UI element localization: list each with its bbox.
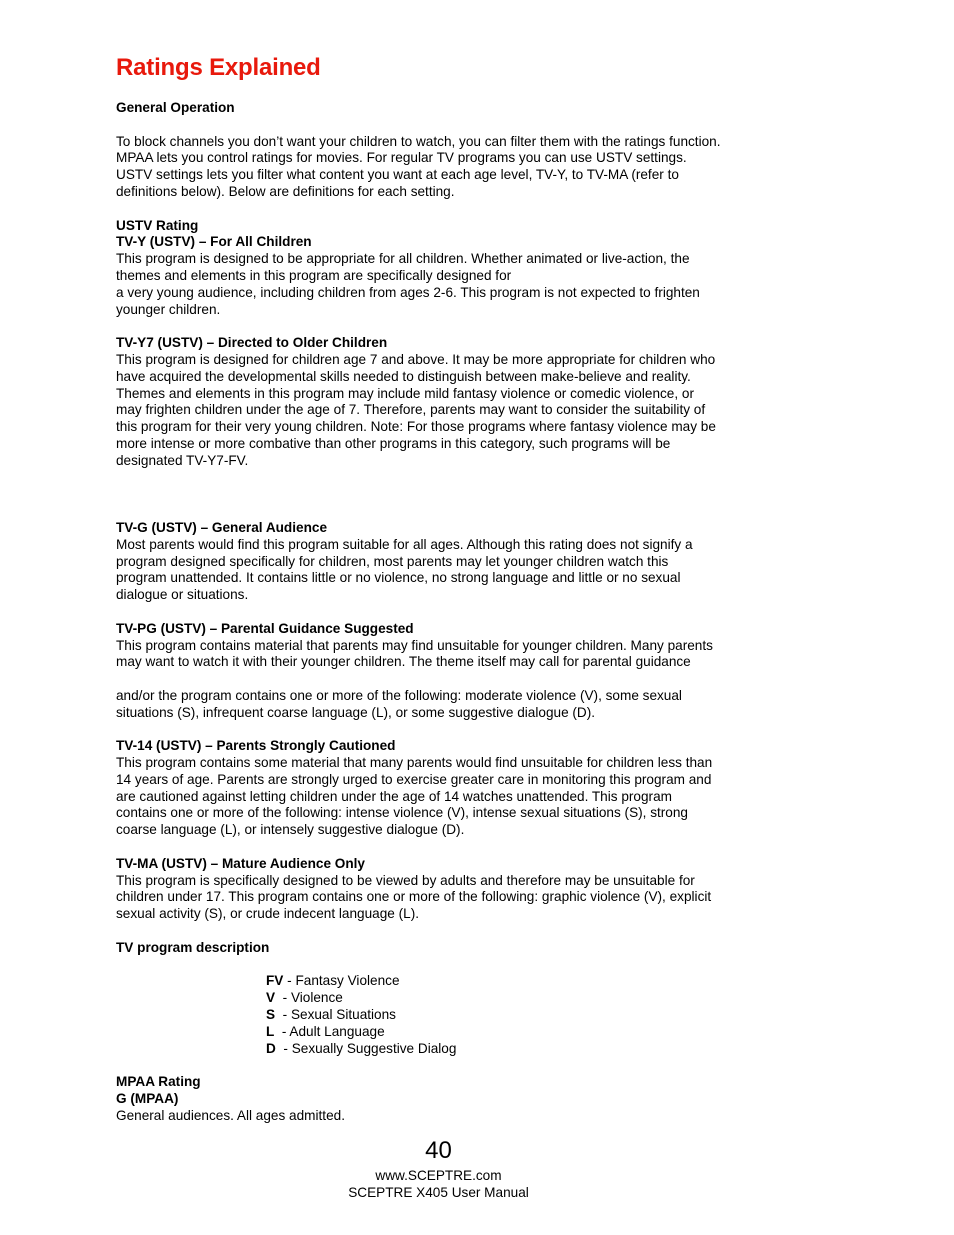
tvpg-heading: TV-PG (USTV) – Parental Guidance Suggested bbox=[116, 620, 414, 636]
tv14-heading: TV-14 (USTV) – Parents Strongly Cautioned bbox=[116, 738, 396, 754]
mpaa-rating-heading: MPAA Rating bbox=[116, 1074, 201, 1090]
ustv-rating-heading: USTV Rating bbox=[116, 217, 199, 233]
tvy7-line: this program for their very young children. Note: For those programs where fantasy violence may be bbox=[116, 419, 716, 435]
legend-code: V bbox=[266, 990, 276, 1006]
tvg-line: Most parents would find this program suitable for all ages. Although this rating does not signify a bbox=[116, 536, 693, 552]
general-line: definitions below). Below are definitions for each setting. bbox=[116, 183, 455, 199]
tv14-line: This program contains some material that many parents would find unsuitable for children less than bbox=[116, 755, 713, 771]
legend-item: FV - Fantasy Violence bbox=[266, 973, 400, 989]
general-line: MPAA lets you control ratings for movies. For regular TV programs you can use USTV settings. bbox=[116, 150, 687, 166]
tvpg-line: may want to watch it with their younger children. The theme itself may call for parental guidance bbox=[116, 654, 691, 670]
general-line: USTV settings lets you filter what content you want at each age level, TV-Y, to TV-MA (refer to bbox=[116, 167, 679, 183]
general-line: To block channels you don’t want your children to watch, you can filter them with the ratings function. bbox=[116, 133, 721, 149]
legend-text: Adult Language bbox=[289, 1023, 385, 1039]
tvg-line: dialogue or situations. bbox=[116, 587, 249, 603]
tvpg-line: This program contains material that parents may find unsuitable for younger children. Many parents bbox=[116, 637, 713, 653]
tvy7-line: designated TV-Y7-FV. bbox=[116, 452, 249, 468]
tvy-line: themes and elements in this program are specifically designed for bbox=[116, 267, 512, 283]
tvma-line: children under 17. This program contains one or more of the following: graphic violence (V), explicit bbox=[116, 889, 712, 905]
tv-program-description-heading: TV program description bbox=[116, 939, 270, 955]
tvy7-heading: TV-Y7 (USTV) – Directed to Older Children bbox=[116, 335, 388, 351]
page-title: Ratings Explained bbox=[116, 54, 321, 81]
tvy7-line: This program is designed for children age 7 and above. It may be more appropriate for children who bbox=[116, 351, 716, 367]
legend-text: Violence bbox=[290, 990, 343, 1006]
mpaa-g-heading: G (MPAA) bbox=[116, 1091, 179, 1107]
legend-code: S bbox=[266, 1007, 276, 1023]
page-number: 40 bbox=[425, 1137, 452, 1164]
description-legend bbox=[266, 973, 776, 1057]
tvy7-line: Themes and elements in this program may include mild fantasy violence or comedic violence, or bbox=[116, 385, 694, 401]
tvg-line: program unattended. It contains little or no violence, no strong language and little or no sexual bbox=[116, 570, 681, 586]
tv14-line: 14 years of age. Parents are strongly urged to exercise greater care in monitoring this program and bbox=[116, 771, 712, 787]
tvy-line: This program is designed to be appropriate for all children. Whether animated or live-action, the bbox=[116, 251, 690, 267]
tvy7-line: may frighten children under the age of 7. Therefore, parents may want to consider the suitability of bbox=[116, 402, 706, 418]
document-body bbox=[116, 100, 776, 1125]
tvy7-line: have acquired the developmental skills needed to distinguish between make-believe and reality. bbox=[116, 368, 691, 384]
tvma-heading: TV-MA (USTV) – Mature Audience Only bbox=[116, 855, 365, 871]
general-operation-heading: General Operation bbox=[116, 100, 235, 115]
tv14-line: are cautioned against letting children under the age of 14 watches unattended. This program bbox=[116, 788, 672, 804]
mpaa-g-text: General audiences. All ages admitted. bbox=[116, 1107, 345, 1123]
legend-code: L bbox=[266, 1023, 275, 1039]
tvma-line: sexual activity (S), or crude indecent language (L). bbox=[116, 906, 419, 922]
tvy-heading: TV-Y (USTV) – For All Children bbox=[116, 234, 312, 250]
legend-code: D bbox=[266, 1040, 276, 1056]
legend-item: D - Sexually Suggestive Dialog bbox=[266, 1040, 457, 1056]
footer-manual-title: SCEPTRE X405 User Manual bbox=[348, 1185, 529, 1200]
tvg-heading: TV-G (USTV) – General Audience bbox=[116, 519, 328, 535]
tvy7-line: more intense or more combative than other programs in this category, such programs will be bbox=[116, 435, 671, 451]
tvg-line: program designed specifically for children, most parents may let younger children watch this bbox=[116, 553, 669, 569]
footer-url: www.SCEPTRE.com bbox=[375, 1168, 502, 1183]
tv14-line: coarse language (L), or intensely suggestive dialogue (D). bbox=[116, 822, 465, 838]
legend-text: Sexually Suggestive Dialog bbox=[291, 1040, 457, 1056]
tvpg-line: situations (S), infrequent coarse language (L), or some suggestive dialogue (D). bbox=[116, 704, 596, 720]
legend-item: V - Violence bbox=[266, 990, 343, 1006]
tvma-line: This program is specifically designed to be viewed by adults and therefore may be unsuitable for bbox=[116, 872, 695, 888]
tv14-line: contains one or more of the following: intense violence (V), intense sexual situations (S), strong bbox=[116, 805, 688, 821]
legend-item: L - Adult Language bbox=[266, 1023, 385, 1039]
legend-text: Fantasy Violence bbox=[295, 973, 400, 989]
legend-item: S - Sexual Situations bbox=[266, 1007, 396, 1023]
legend-text: Sexual Situations bbox=[290, 1007, 396, 1023]
legend-code: FV bbox=[266, 973, 284, 989]
tvy-line: a very young audience, including children from ages 2-6. This program is not expected to frighten bbox=[116, 284, 700, 300]
tvy-line: younger children. bbox=[116, 301, 221, 317]
tvpg-line: and/or the program contains one or more of the following: moderate violence (V), some sexual bbox=[116, 687, 682, 703]
